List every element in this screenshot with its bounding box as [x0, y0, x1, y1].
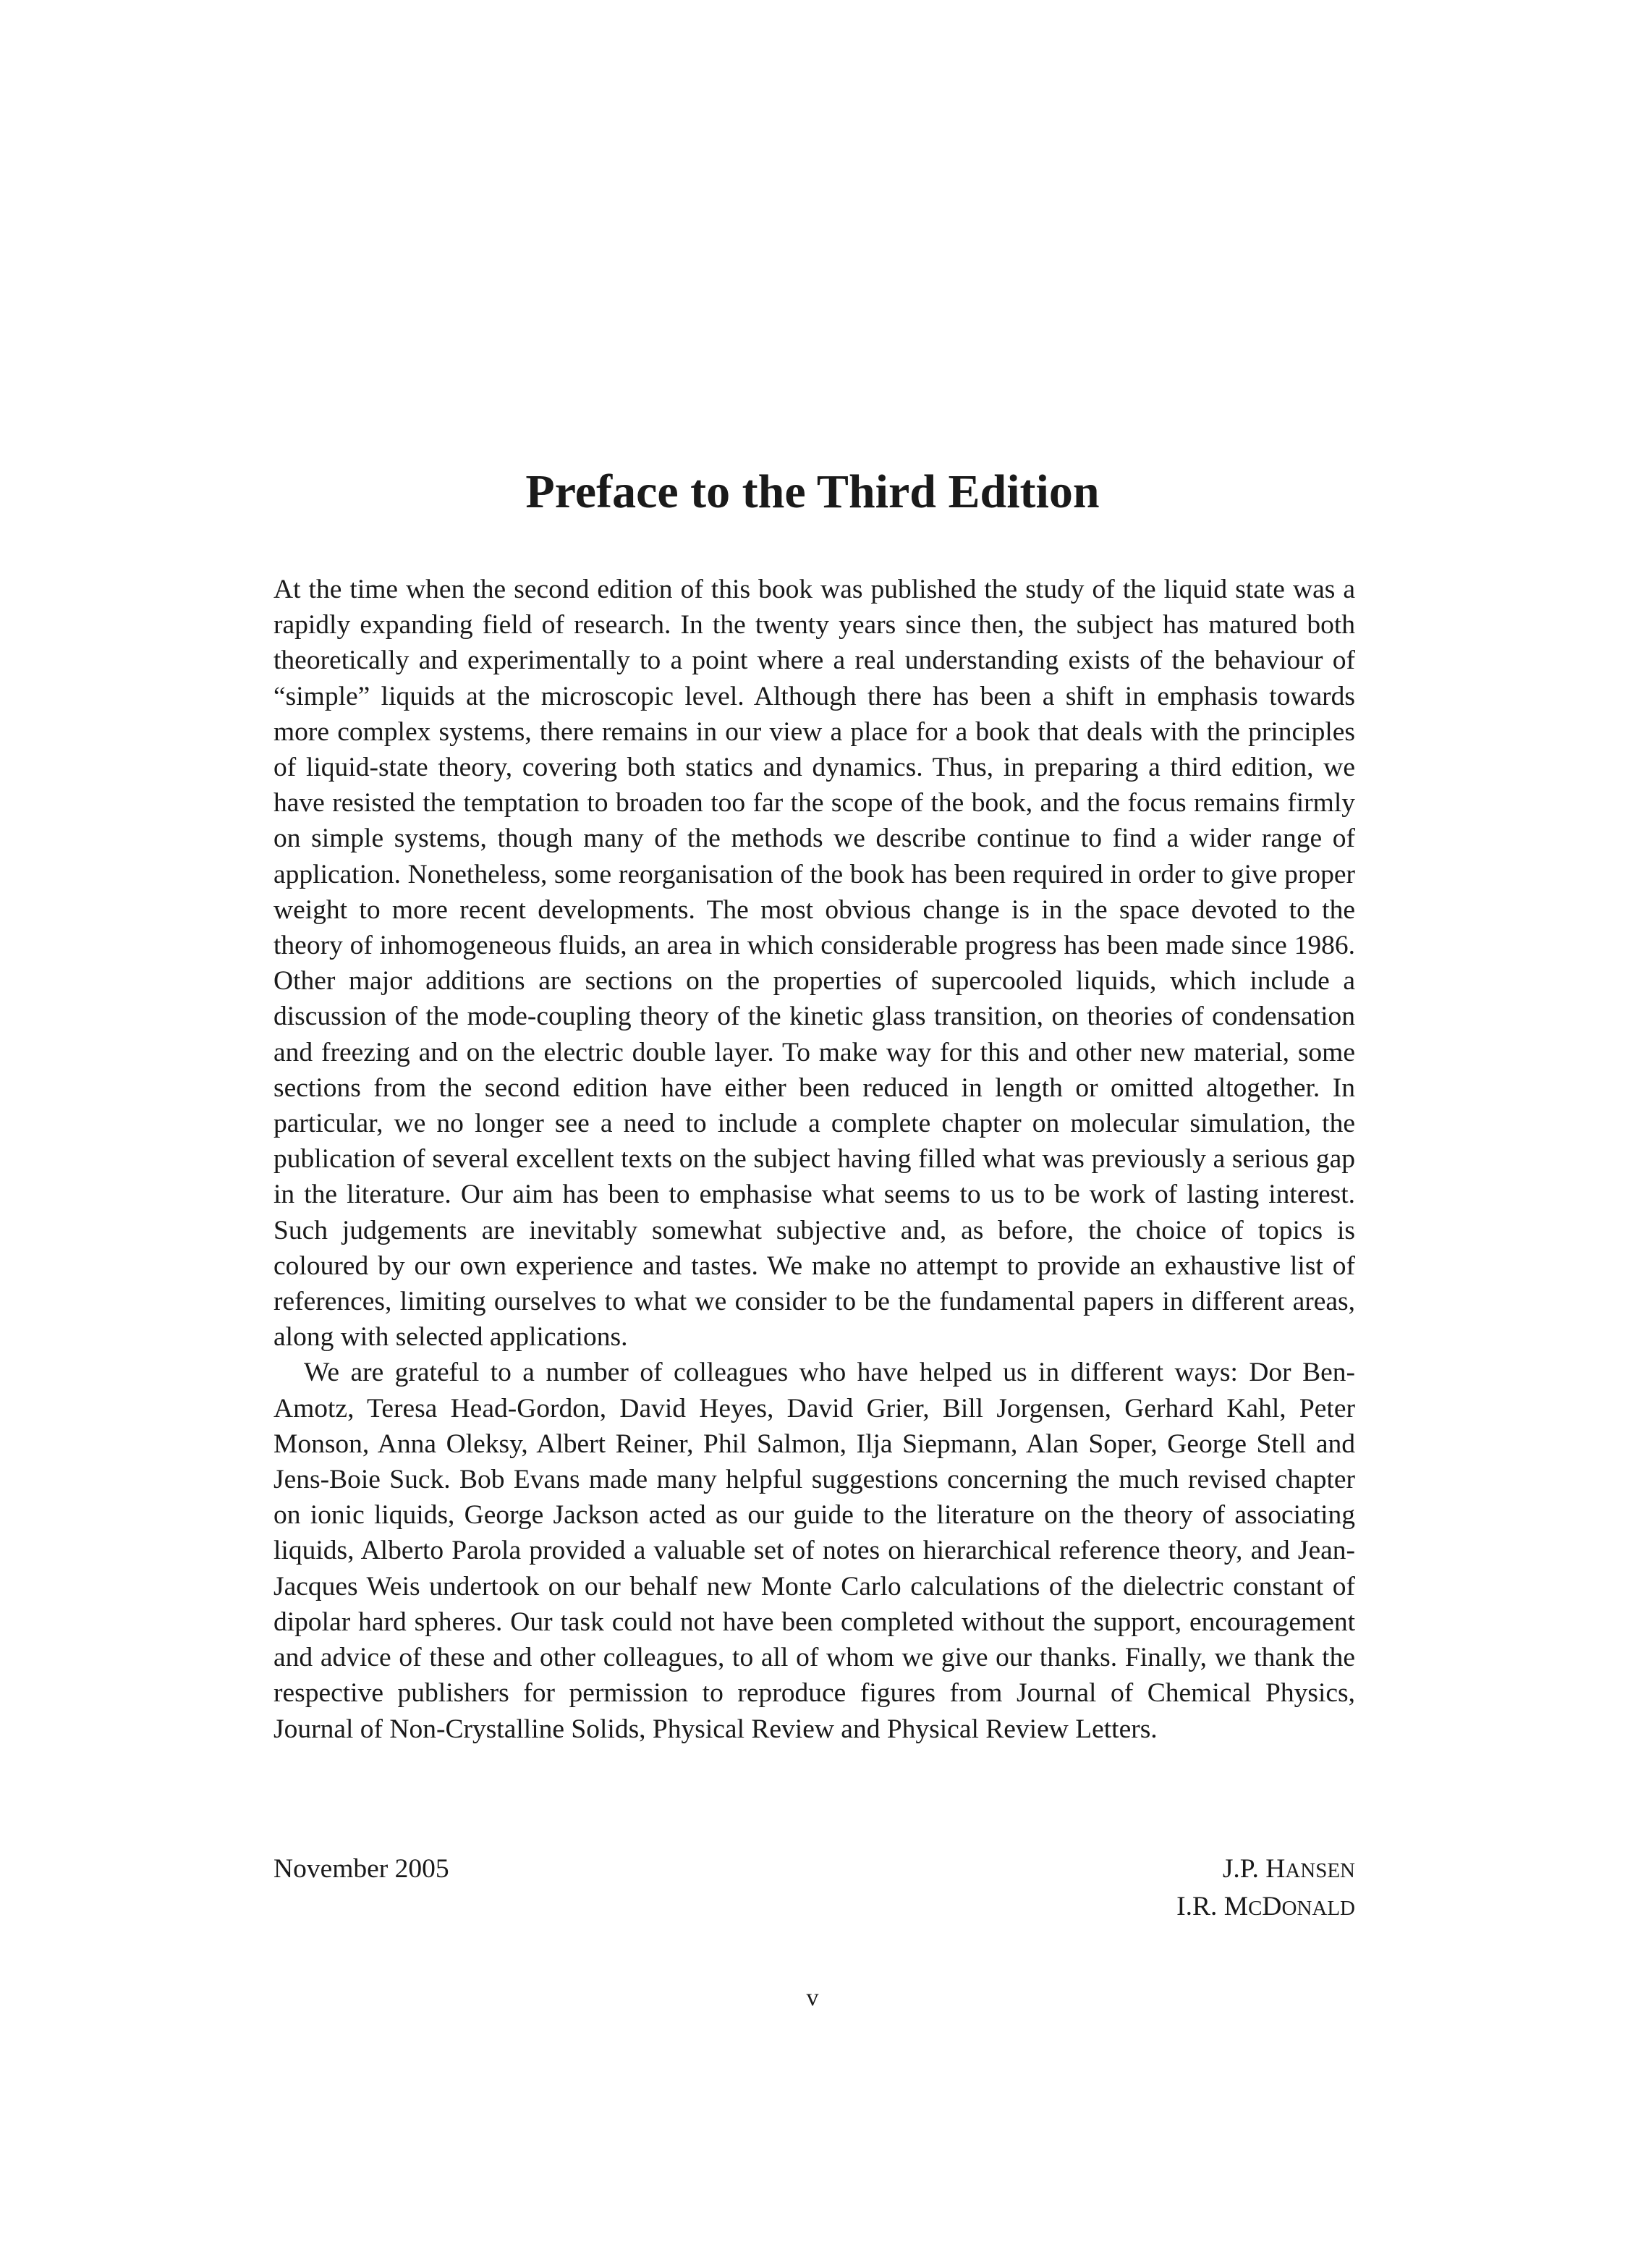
author-surname-second-capital: D: [1262, 1892, 1282, 1921]
author-list: [1176, 1851, 1355, 1926]
author-surname-initial: H: [1265, 1854, 1286, 1884]
preface-body: [273, 572, 1355, 1747]
author-mcdonald: [1176, 1889, 1355, 1926]
author-initials: I.R.: [1176, 1892, 1218, 1921]
paragraph-acknowledgements: We are grateful to a number of colleagues who have helped us in different ways: Dor Ben-Amotz, Teresa Head-Gordon, David Heyes, David Grier, Bill Jorgensen, Gerhard Kahl, Peter Monson, Anna Oleksy, Albert Reiner, Phil Salmon, Ilja Siepmann, Alan Soper, George Stell and Jens-Boie Suck. Bob Evans made many helpful suggestions concerning the much revised chapter on ionic liquids, George Jackson acted as our guide to the literature on the theory of associating liquids, Alberto Parola provided a valuable set of notes on hierarchical reference theory, and Jean-Jacques Weis undertook on our behalf new Monte Carlo calculations of the dielectric constant of dipolar hard spheres. Our task could not have been completed without the support, encouragement and advice of these and other colleagues, to all of whom we give our thanks. Finally, we thank the respective publishers for permission to reproduce figures from Journal of Chemical Physics, Journal of Non-Crystalline Solids, Physical Review and Physical Review Letters.: [273, 1358, 1355, 1744]
page-number: v: [806, 1984, 819, 2011]
author-surname-smallcaps-tail: ONALD: [1281, 1897, 1355, 1920]
author-hansen: [1176, 1851, 1355, 1889]
paragraph-intro: At the time when the second edition of this book was published the study of the liquid state was a rapidly expanding field of research. In the twenty years since then, the subject has matured both theoretically and experimentally to a point where a real understanding exists of the behaviour of “simple” liquids at the microscopic level. Although there has been a shift in emphasis towards more complex systems, there remains in our view a place for a book that deals with the principles of liquid-state theory, covering both statics and dynamics. Thus, in preparing a third edition, we have resisted the temptation to broaden too far the scope of the book, and the focus remains firmly on simple systems, though many of the methods we describe continue to find a wider range of application. Nonetheless, some reorganisation of the book has been required in order to give proper weight to more recent developments. The most obvious change is in the space devoted to the theory of inhomogeneous fluids, an area in which considerable progress has been made since 1986. Other major additions are sections on the properties of supercooled liquids, which include a discussion of the mode-coupling theory of the kinetic glass transition, on theories of condensation and freezing and on the electric double layer. To make way for this and other new material, some sections from the second edition have either been reduced in length or omitted altogether. In particular, we no longer see a need to include a complete chapter on molecular simulation, the publication of several excellent texts on the subject having filled what was previously a serious gap in the literature. Our aim has been to emphasise what seems to us to be work of lasting interest. Such judgements are inevitably somewhat subjective and, as before, the choice of topics is coloured by our own experience and tastes. We make no attempt to provide an exhaustive list of references, limiting ourselves to what we consider to be the fundamental papers in different areas, along with selected applications.: [273, 575, 1355, 1353]
author-surname-smallcaps: C: [1248, 1897, 1263, 1920]
page-title: Preface to the Third Edition: [525, 465, 1100, 518]
author-initials: J.P.: [1222, 1854, 1259, 1884]
preface-date: November 2005: [273, 1854, 449, 1884]
author-surname-initial: M: [1223, 1892, 1249, 1921]
author-surname-smallcaps: ANSEN: [1285, 1859, 1355, 1882]
